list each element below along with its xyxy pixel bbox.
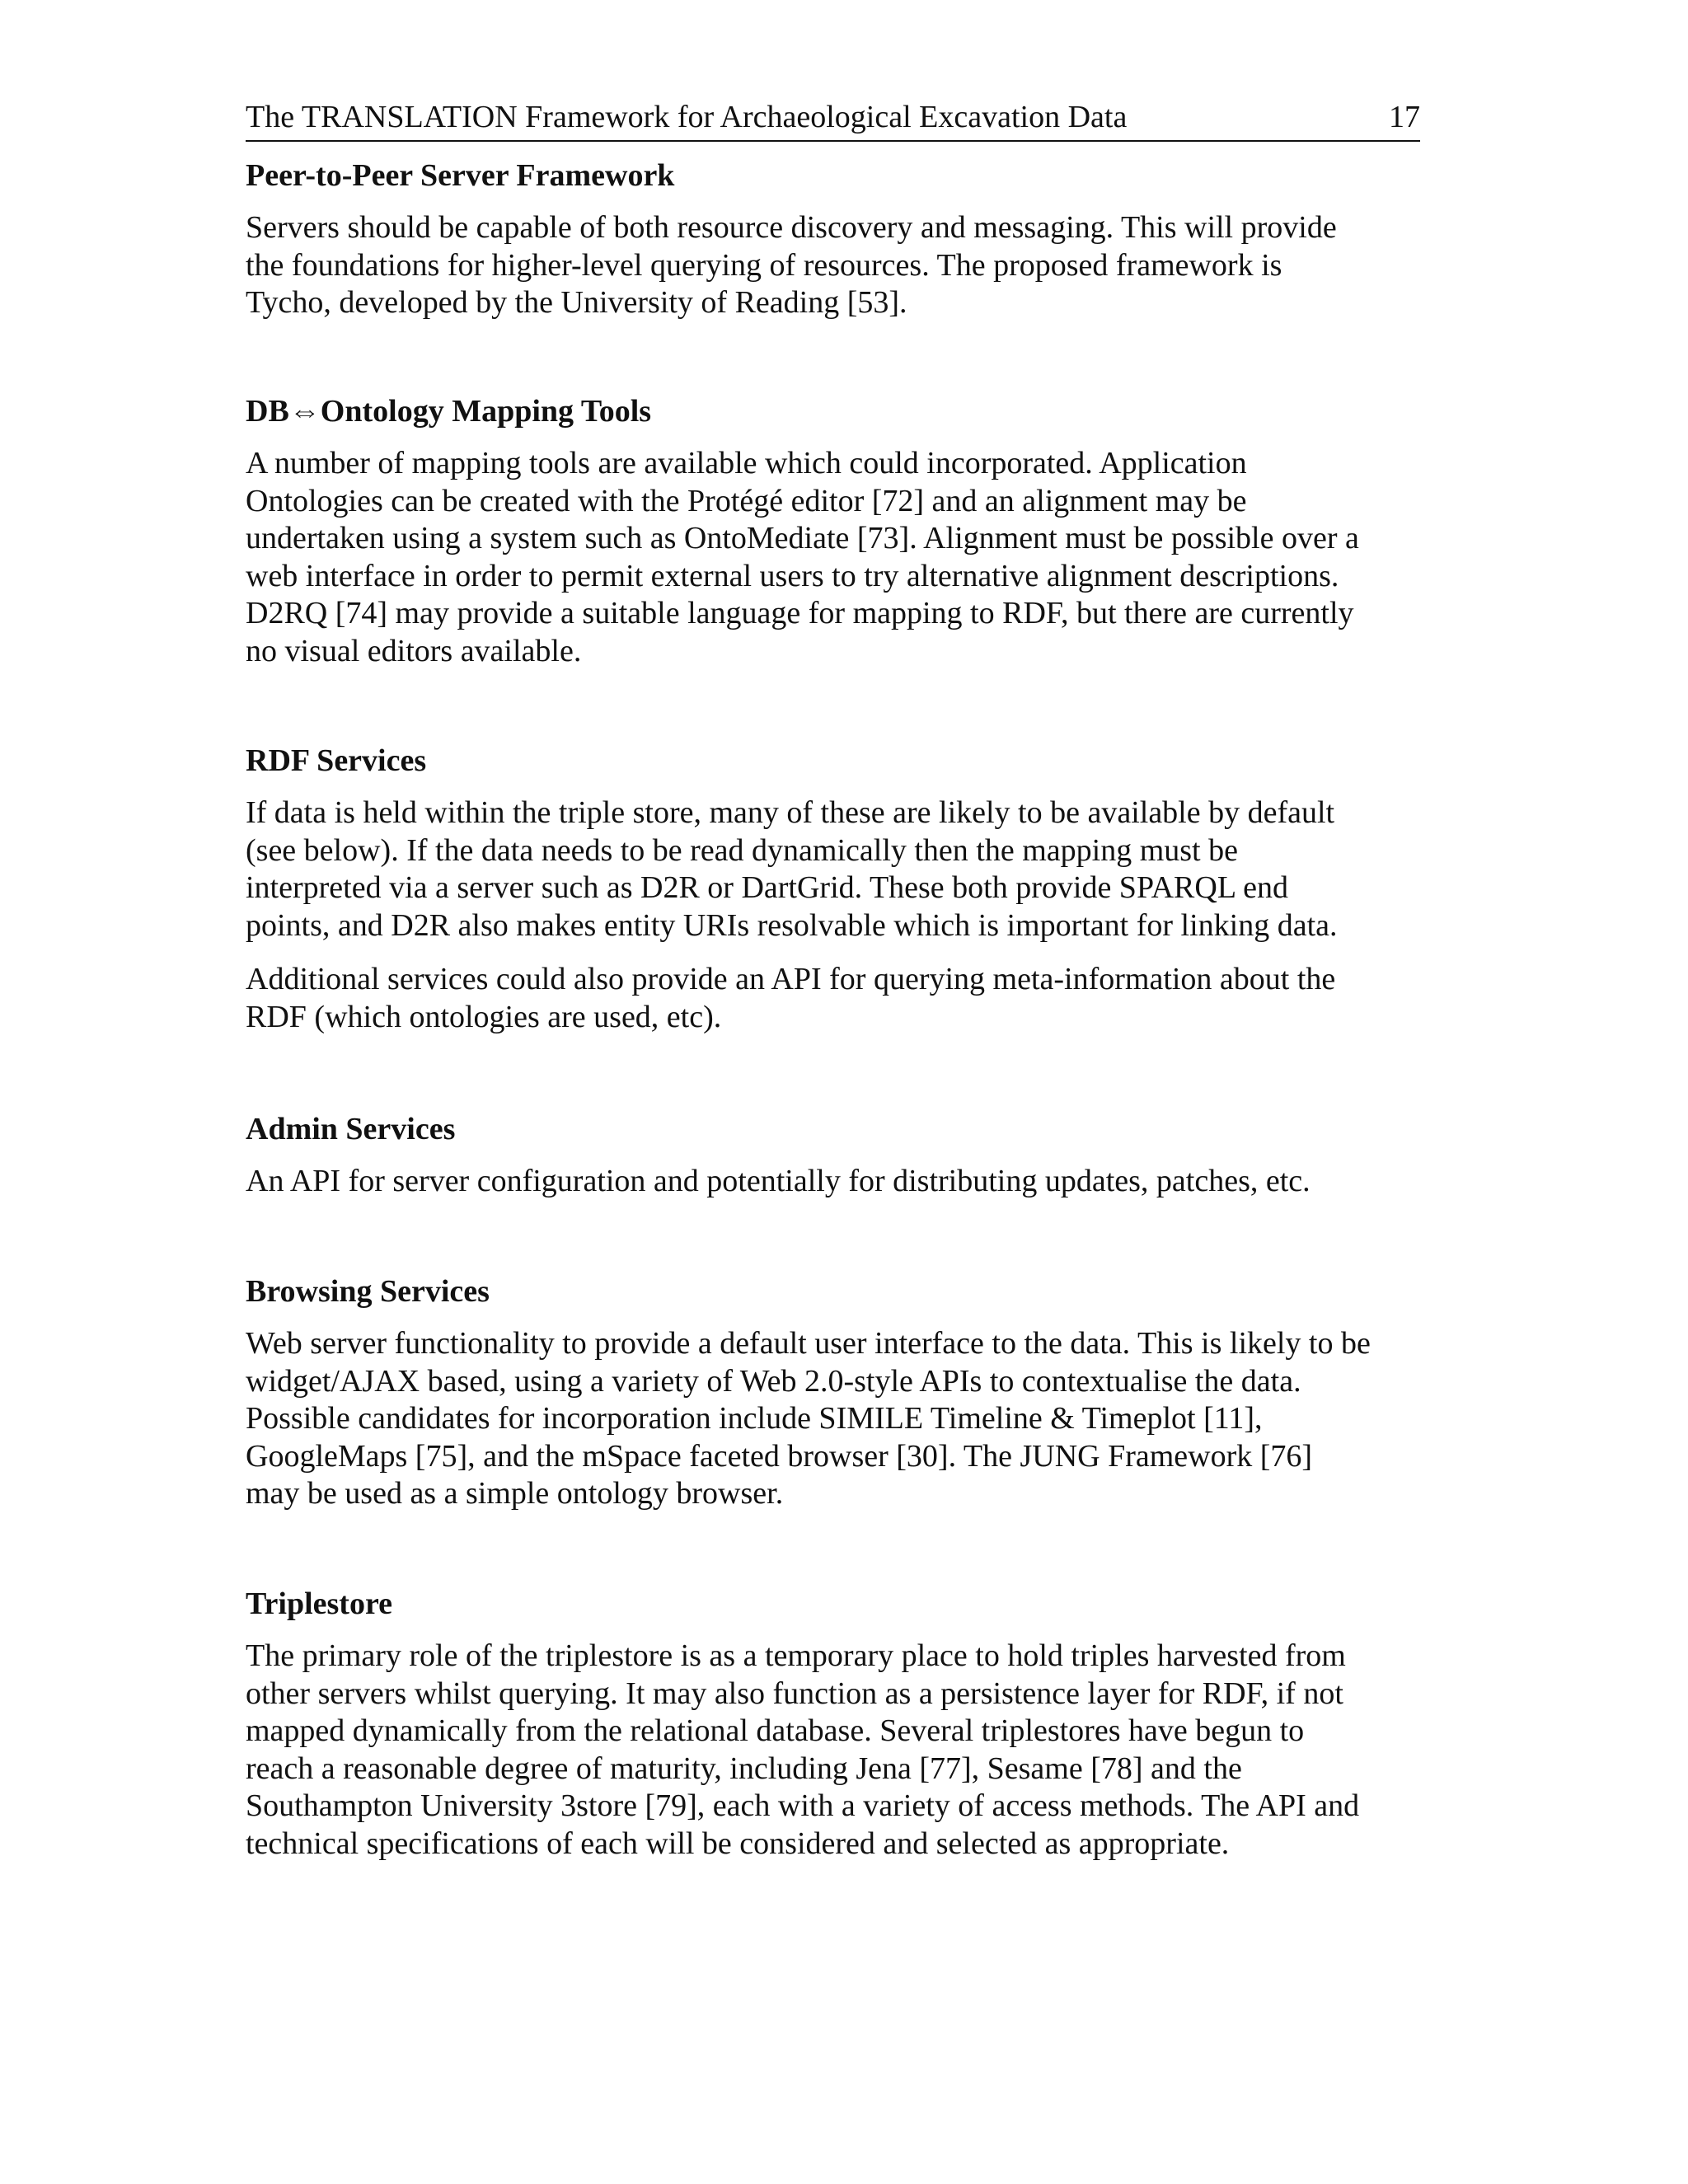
text-line: If data is held within the triple store, many of these are likely to be available by default — [246, 795, 1335, 830]
text-line: An API for server configuration and potentially for distributing updates, patches, etc. — [246, 1164, 1311, 1198]
section-heading: Browsing Services — [246, 1274, 490, 1309]
text-line: undertaken using a system such as OntoMediate [73]. Alignment must be possible over a — [246, 521, 1359, 556]
text-line: interpreted via a server such as D2R or DartGrid. These both provide SPARQL end — [246, 870, 1288, 906]
text-line: may be used as a simple ontology browser. — [246, 1476, 784, 1511]
text-line: the foundations for higher-level querying of resources. The proposed framework is — [246, 247, 1282, 283]
heading-prefix: DB — [246, 394, 289, 429]
paragraph — [246, 1163, 1441, 1201]
text-line: The primary role of the triplestore is as a temporary place to hold triples harvested from — [246, 1638, 1346, 1673]
section-triplestore — [246, 1585, 1441, 1863]
text-line: D2RQ [74] may provide a suitable language for mapping to RDF, but there are currently — [246, 596, 1354, 631]
running-header — [246, 97, 1420, 142]
page-number: 17 — [1389, 100, 1420, 134]
text-line: GoogleMaps [75], and the mSpace faceted browser [30]. The JUNG Framework [76] — [246, 1438, 1313, 1474]
text-line: no visual editors available. — [246, 633, 582, 668]
section-heading: Peer-to-Peer Server Framework — [246, 158, 675, 193]
text-line: points, and D2R also makes entity URIs resolvable which is important for linking data. — [246, 907, 1338, 943]
text-line: technical specifications of each will be considered and selected as appropriate. — [246, 1825, 1230, 1861]
text-line: RDF (which ontologies are used, etc). — [246, 999, 722, 1034]
section-heading — [246, 392, 1441, 430]
text-line: Possible candidates for incorporation include SIMILE Timeline & Timeplot [11], — [246, 1401, 1263, 1436]
paragraph — [246, 445, 1441, 671]
section-heading: RDF Services — [246, 743, 427, 778]
section-heading: Admin Services — [246, 1112, 456, 1146]
text-line: Tycho, developed by the University of Reading [53]. — [246, 285, 907, 321]
text-line: (see below). If the data needs to be read dynamically then the mapping must be — [246, 832, 1238, 868]
section-rdf-services — [246, 742, 1441, 1037]
section-peer-to-peer — [246, 157, 1441, 322]
section-mapping-tools — [246, 392, 1441, 671]
text-line: widget/AJAX based, using a variety of Web 2.0-style APIs to contextualise the data. — [246, 1363, 1301, 1399]
section-browsing-services — [246, 1272, 1441, 1513]
paragraph — [246, 794, 1441, 944]
text-line: reach a reasonable degree of maturity, including Jena [77], Sesame [78] and the — [246, 1750, 1242, 1786]
text-line: other servers whilst querying. It may also function as a persistence layer for RDF, if not — [246, 1675, 1343, 1711]
text-line: web interface in order to permit external users to try alternative alignment descriptions. — [246, 558, 1339, 593]
double-arrow-icon: ⇔ — [288, 394, 321, 429]
paragraph — [246, 1325, 1441, 1513]
paragraph — [246, 1638, 1441, 1863]
text-line: Ontologies can be created with the Protégé editor [72] and an alignment may be — [246, 483, 1247, 518]
text-line: Additional services could also provide an API for querying meta-information about the — [246, 962, 1336, 997]
document-title: The TRANSLATION Framework for Archaeological Excavation Data — [246, 100, 1128, 134]
section-admin-services — [246, 1110, 1441, 1201]
text-line: Servers should be capable of both resource discovery and messaging. This will provide — [246, 210, 1337, 245]
text-line: Web server functionality to provide a default user interface to the data. This is likely to be — [246, 1326, 1371, 1361]
paragraph — [246, 209, 1441, 322]
text-line: Southampton University 3store [79], each with a variety of access methods. The API and — [246, 1788, 1360, 1824]
paragraph — [246, 961, 1441, 1036]
heading-suffix: Ontology Mapping Tools — [320, 394, 652, 429]
text-line: mapped dynamically from the relational database. Several triplestores have begun to — [246, 1713, 1305, 1749]
section-heading: Triplestore — [246, 1586, 392, 1621]
text-line: A number of mapping tools are available which could incorporated. Application — [246, 446, 1247, 480]
